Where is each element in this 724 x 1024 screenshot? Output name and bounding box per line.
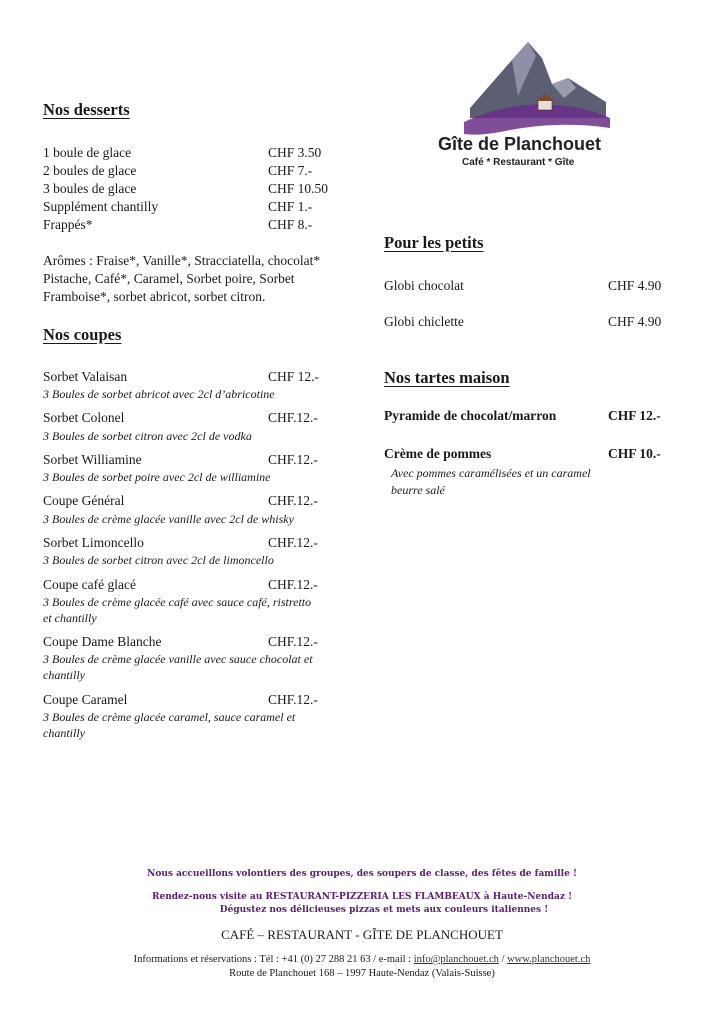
contact-prefix: Informations et réservations : Tél : +41 (0) 27 288 21 63 / e-mail :: [133, 954, 414, 965]
petits-item-price: CHF 4.90: [608, 278, 662, 293]
aromes-line: Arômes : Fraise*, Vanille*, Stracciatella, chocolat*: [43, 253, 321, 268]
coupe-item-price: CHF.12.-: [268, 410, 318, 425]
logo: [430, 36, 630, 176]
coupe-item-desc: 3 Boules de crème glacée vanille avec sauce chocolat et: [43, 652, 313, 666]
coupe-item-desc: 3 Boules de sorbet citron avec 2cl de vodka: [43, 429, 252, 443]
coupe-item-desc: 3 Boules de crème glacée vanille avec 2cl de whisky: [43, 512, 294, 526]
coupe-item-price: CHF 12.-: [268, 369, 320, 384]
coupe-item-desc: et chantilly: [43, 611, 97, 625]
dessert-item-price: CHF 1.-: [268, 199, 313, 214]
tarte-item-desc: beurre salé: [391, 483, 445, 497]
tarte-item-price: CHF 12.-: [608, 408, 661, 423]
tartes-heading: Nos tartes maison: [384, 368, 510, 387]
dessert-item-label: 1 boule de glace: [43, 145, 132, 160]
petits-item-label: Globi chocolat: [384, 278, 464, 293]
coupe-item-desc: 3 Boules de crème glacée caramel, sauce caramel et: [43, 710, 296, 724]
petits-item-label: Globi chiclette: [384, 314, 464, 329]
visit-notice: Rendez-nous visite au RESTAURANT-PIZZERIA LES FLAMBEAUX à Haute-Nendaz !: [151, 892, 573, 902]
petits-item-price: CHF 4.90: [608, 314, 662, 329]
coupes-heading: Nos coupes: [43, 325, 122, 344]
coupe-item-label: Coupe Général: [43, 493, 125, 508]
coupe-item-desc: chantilly: [43, 726, 85, 740]
petits-heading: Pour les petits: [384, 233, 484, 252]
coupe-item-price: CHF.12.-: [268, 493, 318, 508]
tarte-item-desc: Avec pommes caramélisées et un caramel: [391, 466, 591, 480]
coupe-item-desc: 3 Boules de sorbet citron avec 2cl de limoncello: [43, 553, 274, 567]
website-link[interactable]: www.planchouet.ch: [507, 954, 591, 965]
dessert-item-label: Frappés*: [43, 217, 93, 232]
coupe-item-price: CHF.12.-: [268, 535, 318, 550]
coupe-item-label: Coupe Caramel: [43, 692, 128, 707]
pizza-notice: Dégustez nos délicieuses pizzas et mets aux couleurs italiennes !: [219, 905, 549, 915]
coupe-item-label: Coupe Dame Blanche: [43, 634, 162, 649]
coupe-item-label: Sorbet Limoncello: [43, 535, 144, 550]
mountain-logo-icon: [460, 36, 610, 136]
aromes-line: Framboise*, sorbet abricot, sorbet citron.: [43, 289, 266, 304]
coupe-item-price: CHF.12.-: [268, 634, 318, 649]
dessert-item-label: Supplément chantilly: [43, 199, 159, 214]
coupe-item-price: CHF.12.-: [268, 577, 318, 592]
email-link[interactable]: info@planchouet.ch: [413, 954, 499, 965]
coupe-item-price: CHF.12.-: [268, 452, 318, 467]
logo-name: Gîte de Planchouet: [438, 134, 602, 154]
tarte-item-label: Pyramide de chocolat/marron: [384, 408, 557, 423]
dessert-item-price: CHF 3.50: [268, 145, 322, 160]
coupe-item-label: Sorbet Valaisan: [43, 369, 128, 384]
dessert-item-label: 2 boules de glace: [43, 163, 137, 178]
groups-notice: Nous accueillons volontiers des groupes, des soupers de classe, des fêtes de famille !: [147, 869, 577, 879]
dessert-item-price: CHF 10.50: [268, 181, 329, 196]
dessert-item-price: CHF 8.-: [268, 217, 313, 232]
dessert-item-label: 3 boules de glace: [43, 181, 137, 196]
dessert-item-price: CHF 7.-: [268, 163, 313, 178]
logo-tagline: Café * Restaurant * Gîte: [462, 157, 575, 168]
desserts-heading: Nos desserts: [43, 100, 130, 119]
tarte-item-price: CHF 10.-: [608, 446, 661, 461]
coupe-item-label: Sorbet Colonel: [43, 410, 125, 425]
coupe-item-label: Coupe café glacé: [43, 577, 136, 592]
contact-separator: /: [498, 954, 508, 965]
address-line: Route de Planchouet 168 – 1997 Haute-Nendaz (Valais-Suisse): [229, 968, 495, 979]
coupe-item-price: CHF.12.-: [268, 692, 318, 707]
coupe-item-desc: 3 Boules de crème glacée café avec sauce café, ristretto: [43, 595, 312, 609]
coupe-item-desc: 3 Boules de sorbet abricot avec 2cl d’abricotine: [43, 387, 275, 401]
aromes-line: Pistache, Café*, Caramel, Sorbet poire, Sorbet: [43, 271, 295, 286]
coupe-item-label: Sorbet Williamine: [43, 452, 142, 467]
tarte-item-label: Crème de pommes: [384, 446, 492, 461]
coupe-item-desc: 3 Boules de sorbet poire avec 2cl de williamine: [43, 470, 271, 484]
contact-line: [0, 954, 724, 965]
coupe-item-desc: chantilly: [43, 668, 85, 682]
business-name: CAFÉ – RESTAURANT - GÎTE DE PLANCHOUET: [221, 927, 503, 942]
